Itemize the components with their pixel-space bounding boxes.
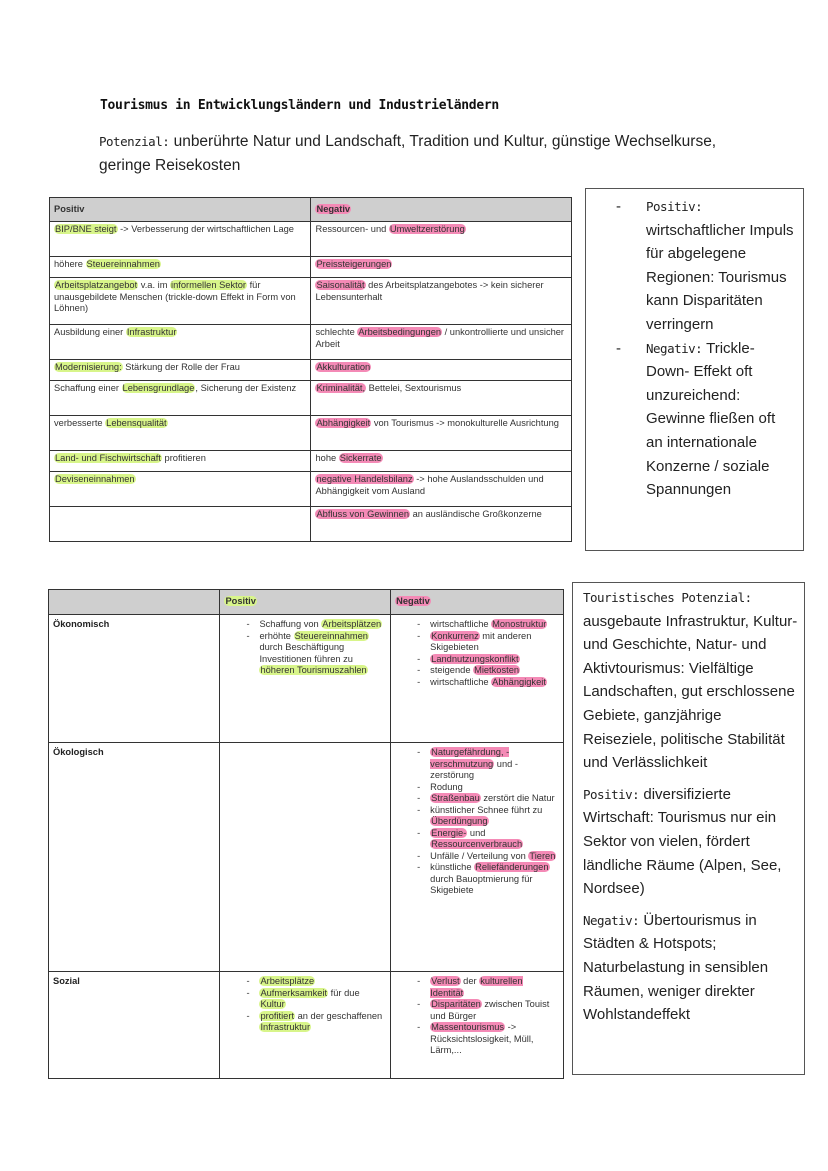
cell-negativ xyxy=(311,451,572,472)
comparison-table-developing xyxy=(49,197,572,542)
table-body xyxy=(50,222,572,542)
highlight-negative: Straßenbau xyxy=(431,793,480,803)
highlight-negative: Monostruktur xyxy=(492,619,547,629)
summary-section-positiv xyxy=(583,783,798,901)
summary-item-positiv: - Positiv: wirtschaftlicher Impuls für abgelegene Regionen: Tourismus kann Disparitäten verringern xyxy=(616,198,794,333)
highlight-negative: Massentourismus xyxy=(431,1022,505,1032)
header-negativ xyxy=(391,590,564,615)
cell-text: v.a. im xyxy=(138,280,171,290)
cell-text: schlechte xyxy=(315,327,358,337)
highlight-positive: Infrastruktur xyxy=(260,1022,311,1032)
table-row xyxy=(50,257,572,278)
highlight-negative: Tieren xyxy=(529,850,556,861)
cell-text: Ressourcen- und xyxy=(315,224,389,234)
bullet-list xyxy=(395,976,559,1057)
table-row xyxy=(50,222,572,257)
cell-text: -> Rücksichtslosigkeit, Müll, Lärm,... xyxy=(430,1022,534,1055)
cell-negativ xyxy=(311,257,572,278)
highlight-positive: BIP/BNE steigt xyxy=(55,224,117,234)
cell-text: an der geschaffenen xyxy=(295,1010,383,1021)
row-label: Ökonomisch xyxy=(49,615,220,743)
header-positiv: Positiv xyxy=(50,198,311,222)
bullet-list xyxy=(224,619,386,677)
highlight-negative: Reliefänderungen xyxy=(475,862,549,872)
table-row xyxy=(50,381,572,416)
header-positiv-label: Positiv xyxy=(225,596,256,607)
cell-negativ xyxy=(311,507,572,542)
cell-text: wirtschaftliche xyxy=(430,676,492,687)
highlight-negative: kulturellen Identität xyxy=(430,976,523,998)
summary-section-negativ xyxy=(583,909,798,1027)
potenzial-label: Potenzial: xyxy=(99,134,170,149)
potenzial-paragraph xyxy=(99,130,759,178)
cell-text: hohe xyxy=(315,453,339,463)
summary-text: diversifizierte Wirtschaft: Tourismus nur ein Sektor von vielen, fördert ländliche Räume (Alpen, See, Nordsee) xyxy=(583,785,782,898)
cell-negativ xyxy=(391,615,564,743)
list-item xyxy=(417,805,559,828)
summary-label: Negativ: xyxy=(583,912,640,928)
list-item xyxy=(417,619,559,631)
summary-text: wirtschaftlicher Impuls für abgelegene Regionen: Tourismus kann Disparitäten verringern xyxy=(646,221,794,333)
cell-negativ xyxy=(311,325,572,360)
summary-label: Negativ: xyxy=(646,340,703,356)
cell-text: Ausbildung einer xyxy=(54,327,126,337)
summary-item-negativ: - Negativ: Trickle-Down- Effekt oft unzureichend: Gewinne fließen oft an internationale Konzerne / soziale Spannungen xyxy=(616,339,776,499)
bullet-list xyxy=(395,619,559,688)
summary-box-industrial xyxy=(572,582,805,1075)
cell-negativ xyxy=(311,416,572,451)
list-item xyxy=(417,782,559,794)
highlight-negative: Abhängigkeit xyxy=(492,676,546,687)
table-row xyxy=(49,743,564,972)
highlight-positive: profitiert xyxy=(260,1010,295,1021)
list-item xyxy=(417,828,559,851)
cell-text: Stärkung der Rolle der Frau xyxy=(122,362,240,372)
highlight-negative: Überdüngung xyxy=(431,816,488,826)
list-item xyxy=(417,1022,559,1057)
cell-text: durch Beschäftigung Investitionen führen zu xyxy=(259,642,353,664)
cell-positiv xyxy=(50,451,311,472)
highlight-positive: Modernisierung: xyxy=(55,362,122,372)
cell-text: wirtschaftliche xyxy=(430,619,492,629)
highlight-positive: Steuereinnahmen xyxy=(86,259,160,269)
cell-text: steigende xyxy=(430,665,474,675)
cell-text: profitieren xyxy=(161,453,206,463)
highlight-negative: Akkulturation xyxy=(316,362,371,372)
list-item xyxy=(417,862,559,897)
cell-positiv xyxy=(50,222,311,257)
table-row xyxy=(49,972,564,1079)
cell-text: Schaffung einer xyxy=(54,383,122,393)
cell-text: künstliche xyxy=(430,862,475,872)
cell-text: künstlicher Schnee führt zu xyxy=(430,804,543,815)
bullet-list xyxy=(224,976,386,1034)
cell-text: höhere xyxy=(54,259,86,269)
list-item xyxy=(417,999,559,1022)
highlight-positive: Arbeitsplätze xyxy=(260,976,315,986)
list-item xyxy=(246,976,386,988)
summary-box-developing xyxy=(585,188,804,551)
comparison-table-industrial xyxy=(48,589,564,1079)
summary-label: Positiv: xyxy=(646,199,703,214)
summary-section-potenzial xyxy=(583,586,798,775)
highlight-negative: Landnutzungskonflikt xyxy=(431,653,519,664)
cell-text: -> hohe Auslandsschulden und Abhängigkeit vom Ausland xyxy=(315,474,544,496)
list-item xyxy=(246,1011,386,1034)
highlight-positive: Deviseneinnahmen xyxy=(55,474,135,484)
cell-negativ xyxy=(391,972,564,1079)
cell-text: für unausgebildete Menschen (trickle-down Effekt in Form von Löhnen) xyxy=(54,280,296,313)
cell-text: / unkontrollierte und unsicher Arbeit xyxy=(315,327,565,349)
cell-text: verbesserte xyxy=(54,418,106,428)
table-row xyxy=(50,472,572,507)
highlight-negative: Energie- xyxy=(431,827,467,838)
summary-text: Trickle-Down- Effekt oft unzureichend: Gewinne fließen oft an internationale Konzerne / soziale Spannungen xyxy=(646,339,776,499)
cell-positiv xyxy=(220,972,391,1079)
highlight-negative: Umweltzerstörung xyxy=(389,224,465,234)
cell-negativ xyxy=(311,278,572,325)
cell-text: Schaffung von xyxy=(259,619,322,629)
highlight-negative: Sickerrate xyxy=(339,453,382,463)
cell-negativ xyxy=(311,222,572,257)
page-title: Tourismus in Entwicklungsländern und Industrieländern xyxy=(100,98,499,113)
list-item xyxy=(246,631,386,677)
cell-negativ xyxy=(311,381,572,416)
highlight-negative: Saisonalität xyxy=(316,280,365,290)
potenzial-text: unberührte Natur und Landschaft, Tradition und Kultur, günstige Wechselkurse, geringe Reisekosten xyxy=(99,133,717,174)
highlight-positive: Kultur xyxy=(260,999,285,1009)
list-item xyxy=(417,747,559,782)
highlight-negative: negative Handelsbilanz xyxy=(316,474,413,484)
cell-positiv xyxy=(50,381,311,416)
cell-text: des Arbeitsplatzangebotes -> kein sicherer Lebensunterhalt xyxy=(315,280,544,302)
highlight-positive: Arbeitsplatzangebot xyxy=(55,280,138,290)
highlight-negative: Abfluss von Gewinnen xyxy=(316,509,409,519)
summary-list xyxy=(586,189,803,502)
highlight-positive: Lebensgrundlage xyxy=(122,383,195,393)
highlight-positive: Aufmerksamkeit xyxy=(260,987,328,998)
list-item xyxy=(417,631,559,654)
highlight-negative: Disparitäten xyxy=(431,999,481,1009)
cell-text: , Sicherung der Existenz xyxy=(195,383,297,393)
bullet-list xyxy=(395,747,559,897)
summary-label: Positiv: xyxy=(583,786,640,802)
highlight-negative: Abhängigkeit xyxy=(316,418,371,428)
highlight-positive: Infrastruktur xyxy=(126,327,177,337)
summary-label: Touristisches Potenzial: xyxy=(583,590,752,605)
cell-text: -> Verbesserung der wirtschaftlichen Lage xyxy=(117,224,294,234)
list-item xyxy=(246,619,386,631)
cell-text: Unfälle / Verteilung von xyxy=(430,850,529,861)
table-row xyxy=(49,615,564,743)
cell-text: erhöhte xyxy=(259,630,294,641)
table-row xyxy=(50,278,572,325)
cell-text: zwischen Touist und Bürger xyxy=(430,999,550,1021)
cell-positiv xyxy=(50,507,311,542)
cell-positiv xyxy=(50,416,311,451)
cell-text: Bettelei, Sextourismus xyxy=(366,383,462,393)
header-negativ xyxy=(311,198,572,222)
cell-negativ xyxy=(311,360,572,381)
cell-text: und xyxy=(467,827,486,838)
list-item xyxy=(417,677,559,689)
header-negativ-label: Negativ xyxy=(396,596,430,607)
cell-positiv xyxy=(50,278,311,325)
cell-positiv xyxy=(220,743,391,972)
cell-negativ xyxy=(391,743,564,972)
summary-text: ausgebaute Infrastruktur, Kultur- und Geschichte, Natur- und Aktivtourismus: Vielfältige Landschaften, gut erschlossene Gebiete, ganzjährige Reiseziele, politische Stabilität und Verlässlichkeit xyxy=(583,612,798,772)
table-row xyxy=(50,507,572,542)
cell-text: mit anderen Skigebieten xyxy=(430,630,532,652)
cell-positiv xyxy=(220,615,391,743)
table-row xyxy=(50,360,572,381)
row-label: Sozial xyxy=(49,972,220,1079)
header-empty xyxy=(49,590,220,615)
highlight-positive: Steuereinnahmen xyxy=(294,630,368,641)
highlight-negative: Kriminalität, xyxy=(316,383,366,393)
table-row xyxy=(50,325,572,360)
cell-negativ xyxy=(311,472,572,507)
header-positiv xyxy=(220,590,391,615)
cell-text: an ausländische Großkonzerne xyxy=(410,509,542,519)
header-negativ-label: Negativ xyxy=(316,203,351,214)
highlight-positive: höheren Tourismuszahlen xyxy=(260,665,367,675)
cell-text: durch Bauoptmierung für Skigebiete xyxy=(430,873,533,895)
cell-positiv xyxy=(50,360,311,381)
cell-text: von Tourismus -> monokulturelle Ausrichtung xyxy=(371,418,559,428)
cell-text: für due xyxy=(328,987,360,998)
list-item xyxy=(417,654,559,666)
highlight-negative: Preissteigerungen xyxy=(316,259,392,269)
highlight-positive: Arbeitsplätzen xyxy=(322,619,382,629)
highlight-negative: Naturgefährdung, -verschmutzung xyxy=(430,747,510,769)
cell-positiv xyxy=(50,472,311,507)
highlight-negative: Konkurrenz xyxy=(431,630,479,641)
list-item xyxy=(246,988,386,1011)
highlight-negative: Ressourcenverbrauch xyxy=(431,839,523,849)
list-item xyxy=(417,851,559,863)
cell-positiv xyxy=(50,257,311,278)
cell-positiv xyxy=(50,325,311,360)
row-label: Ökologisch xyxy=(49,743,220,972)
highlight-negative: Mietkosten xyxy=(474,665,520,675)
highlight-negative: Arbeitsbedingungen xyxy=(358,327,442,337)
table-row xyxy=(50,451,572,472)
highlight-negative: Verlust xyxy=(431,976,460,986)
list-item xyxy=(417,793,559,805)
cell-text: und -zerstörung xyxy=(430,758,518,780)
summary-text: Übertourismus in Städten & Hotspots; Naturbelastung in sensiblen Räumen, weniger direkter Wohlstandeffekt xyxy=(583,911,769,1024)
highlight-positive: informellen Sektor xyxy=(171,280,246,290)
list-item xyxy=(417,665,559,677)
cell-text: der xyxy=(460,976,480,986)
table-row xyxy=(50,416,572,451)
highlight-positive: Lebensqualität xyxy=(106,418,167,428)
list-item xyxy=(417,976,559,999)
cell-text: zerstört die Natur xyxy=(480,793,555,803)
highlight-positive: Land- und Fischwirtschaft xyxy=(55,453,161,463)
cell-text: Rodung xyxy=(430,781,463,792)
table-body xyxy=(49,615,564,1079)
